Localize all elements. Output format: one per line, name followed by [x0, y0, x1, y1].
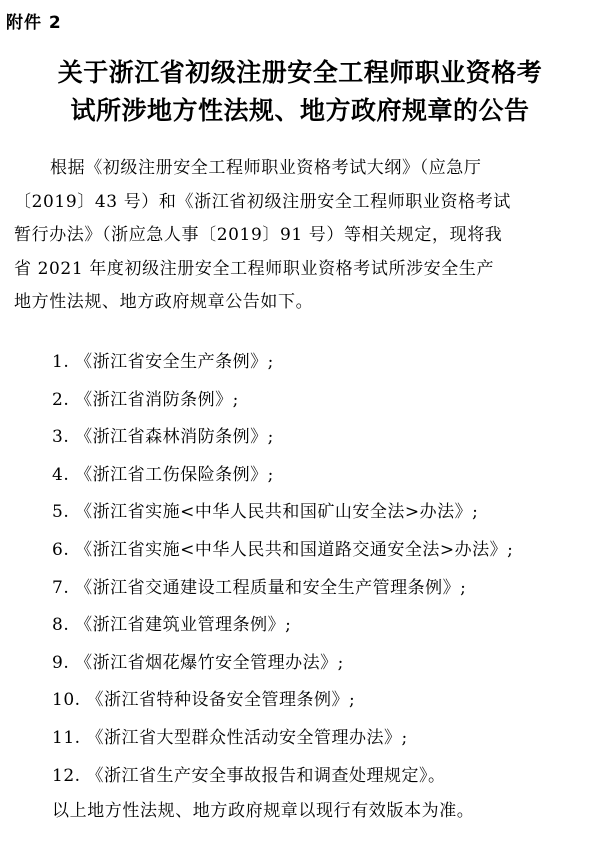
regulation-list [52, 344, 592, 795]
list-item: 2. 《浙江省消防条例》; [52, 389, 239, 410]
list-item: 1. 《浙江省安全生产条例》; [52, 352, 274, 372]
intro-line-4: 省 2021 年度初级注册安全工程师职业资格考试所涉安全生产 [14, 258, 495, 279]
list-item: 11. 《浙江省大型群众性活动安全管理办法》; [52, 727, 408, 748]
list-item: 12. 《浙江省生产安全事故报告和调查处理规定》。 [52, 765, 446, 786]
list-item: 7. 《浙江省交通建设工程质量和安全生产管理条例》; [52, 577, 467, 598]
title-line-2: 试所涉地方性法规、地方政府规章的公告 [70, 96, 530, 125]
intro-line-3: 暂行办法》（浙应急人事〔2019〕91 号）等相关规定，现将我 [14, 225, 503, 245]
list-item: 3. 《浙江省森林消防条例》; [52, 427, 274, 448]
list-item: 8. 《浙江省建筑业管理条例》; [52, 615, 292, 636]
list-item: 4. 《浙江省工伤保险条例》; [52, 464, 274, 485]
list-item: 10. 《浙江省特种设备安全管理条例》; [52, 690, 356, 711]
list-item: 9. 《浙江省烟花爆竹安全管理办法》; [52, 652, 344, 673]
document-title [0, 54, 600, 130]
intro-line-2: 〔2019〕43 号）和《浙江省初级注册安全工程师职业资格考试 [14, 191, 511, 212]
title-line-1: 关于浙江省初级注册安全工程师职业资格考 [57, 58, 543, 87]
list-item: 6. 《浙江省实施<中华人民共和国道路交通安全法>办法》; [52, 539, 514, 560]
intro-paragraph [14, 152, 592, 320]
attachment-label: 附件 2 [6, 13, 62, 33]
intro-line-5: 地方性法规、地方政府规章公告如下。 [14, 292, 314, 312]
list-item: 5. 《浙江省实施<中华人民共和国矿山安全法>办法》; [52, 502, 479, 523]
intro-line-1: 根据《初级注册安全工程师职业资格考试大纲》（应急厅 [50, 158, 482, 178]
closing-note: 以上地方性法规、地方政府规章以现行有效版本为准。 [52, 801, 475, 821]
